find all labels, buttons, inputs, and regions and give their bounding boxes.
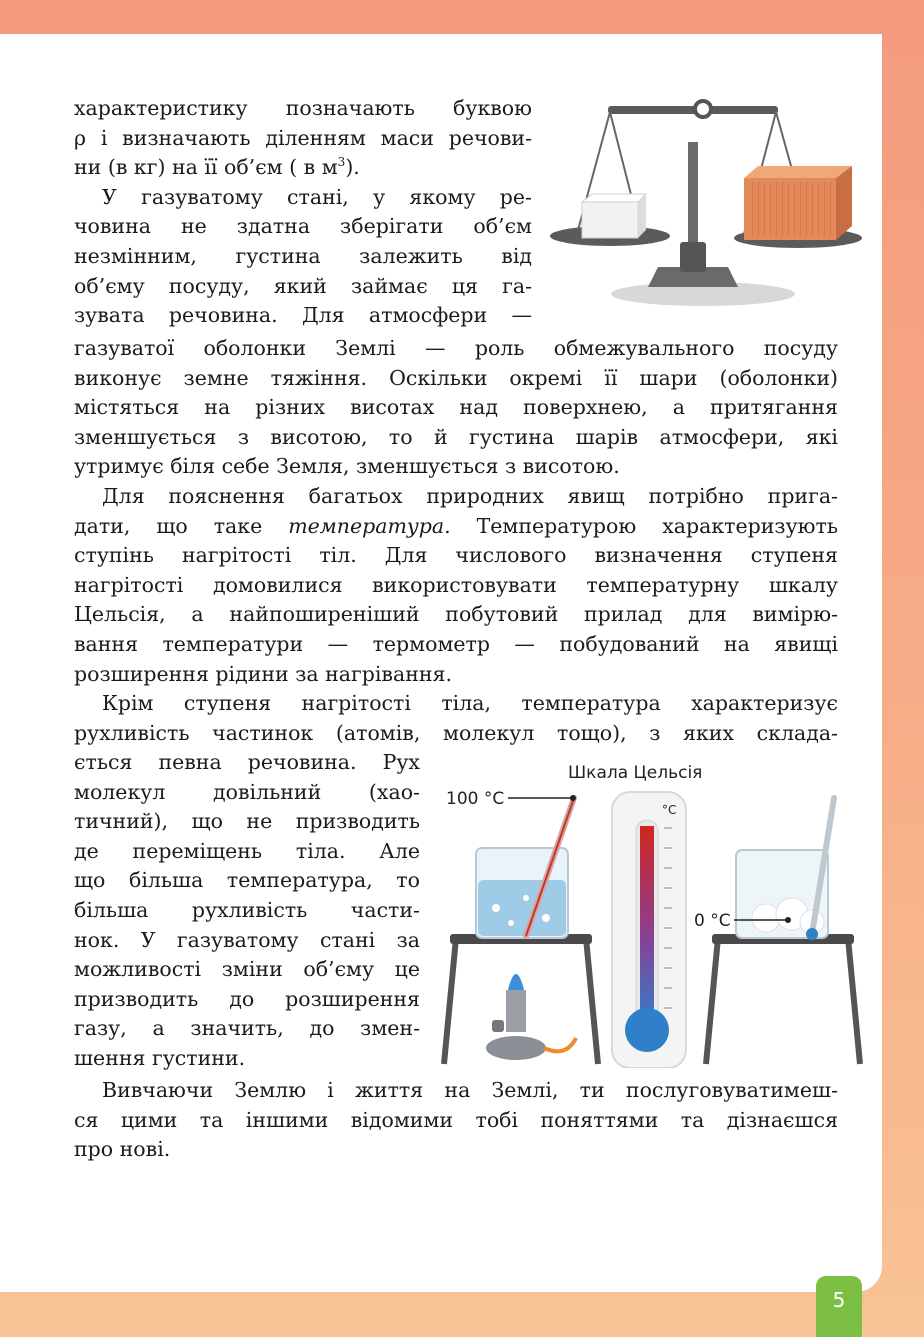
- text-line: Цельсія, а найпоширеніший побутовий прилад для вимірю-: [74, 602, 838, 627]
- text-line: [74, 153, 532, 183]
- text-line: про нові.: [74, 1137, 171, 1162]
- text-line: Крім ступеня нагрітості тіла, температура характеризує: [102, 691, 838, 716]
- text-line: тичний), що не призводить: [74, 809, 420, 834]
- text-block-molecules: [74, 748, 420, 1074]
- text-line: можливості зміни об’єму це: [74, 957, 420, 982]
- text-line: об’єму посуду, який займає ця га-: [74, 273, 532, 298]
- text-line: містяться на різних висотах над поверхнею, а притягання: [74, 395, 838, 420]
- text-block-atmosphere: [74, 334, 838, 748]
- text-line: рухливість частинок (атомів, молекул тощо), з яких склада-: [74, 720, 838, 745]
- text-line: ρ і визначають діленням маси речови-: [74, 125, 532, 150]
- text-line: шення густини.: [74, 1045, 246, 1070]
- text-line: характеристику позначають буквою: [74, 96, 532, 120]
- text-line: ється певна речовина. Рух: [74, 750, 420, 774]
- text-line: ступінь нагрітості тіл. Для числового визначення ступеня: [74, 543, 838, 568]
- text-line: зувата речовина. Для атмосфери —: [74, 303, 532, 328]
- text-line: молекул довільний (хао-: [74, 779, 420, 804]
- text-fragment: дати, що таке: [74, 513, 289, 538]
- text-fragment: ).: [345, 155, 360, 180]
- text-fragment: ни (в кг) на її об’єм ( в м: [74, 155, 338, 180]
- text-line: ся цими та іншими відомими тобі поняттями та дізнаєшся: [74, 1107, 838, 1132]
- text-line: газуватої оболонки Землі — роль обмежувального посуду: [74, 336, 838, 360]
- text-line: нагрітості домовилися використовувати температурну шкалу: [74, 572, 838, 597]
- text-line: незмінним, густина залежить від: [74, 243, 532, 268]
- text-block-conclusion: [74, 1076, 838, 1165]
- scale-caption: Шкала Цельсія: [568, 763, 703, 783]
- celsius-scale-illustration: [436, 758, 864, 1068]
- label-0-celsius: 0 °C: [694, 911, 731, 931]
- text-line: Вивчаючи Землю і життя на Землі, ти послуговуватимеш-: [102, 1078, 838, 1102]
- text-line: що більша температура, то: [74, 868, 420, 893]
- thermometer-unit: °C: [662, 803, 677, 817]
- text-line: вання температури — термометр — побудований на явищі: [74, 631, 838, 656]
- text-line: більша рухливість части-: [74, 897, 420, 922]
- text-line: розширення рідини за нагрівання.: [74, 661, 452, 686]
- balance-scale-illustration: [548, 92, 868, 312]
- text-line: виконує земне тяжіння. Оскільки окремі її шари (оболонки): [74, 365, 838, 390]
- text-line: утримує біля себе Земля, зменшується з висотою.: [74, 454, 620, 479]
- text-line: [74, 512, 838, 542]
- text-line: човина не здатна зберігати об’єм: [74, 214, 532, 239]
- text-line: призводить до розширення: [74, 986, 420, 1011]
- page-number-badge: 5: [816, 1276, 862, 1337]
- text-line: газу, а значить, до змен-: [74, 1016, 420, 1041]
- term-temperature: температура.: [288, 513, 451, 538]
- text-line: У газуватому стані, у якому ре-: [102, 184, 532, 209]
- text-fragment: Температурою характеризують: [450, 513, 838, 538]
- text-line: зменшується з висотою, то й густина шарів атмосфери, які: [74, 424, 838, 449]
- text-line: де переміщень тіла. Але: [74, 838, 420, 863]
- text-block-density: [74, 94, 532, 331]
- text-line: Для пояснення багатьох природних явищ потрібно прига-: [102, 483, 838, 508]
- superscript: 3: [337, 155, 346, 170]
- text-line: нок. У газуватому стані за: [74, 927, 420, 952]
- label-100-celsius: 100 °C: [446, 789, 505, 809]
